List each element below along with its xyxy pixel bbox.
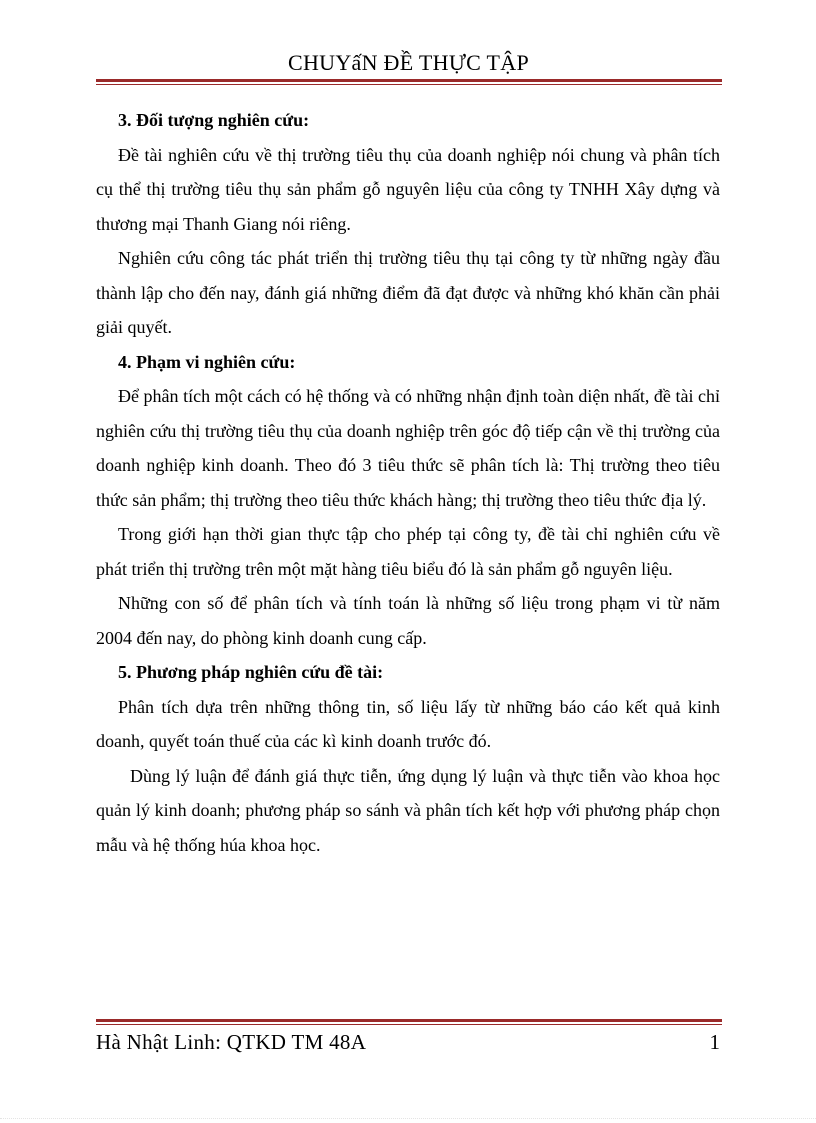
section-3-paragraph-1: Đề tài nghiên cứu về thị trường tiêu thụ của doanh nghiệp nói chung và phân tích cụ thể thị trường tiêu thụ sản phẩm gỗ nguyên liệu của công ty TNHH Xây dựng và thương mại Thanh Giang nói riêng. [96, 144, 720, 234]
page-header-title: CHUYấN ĐỀ THỰC TẬP [287, 50, 530, 75]
page-number: 1 [709, 1030, 720, 1054]
section-5-heading: 5. Phương pháp nghiên cứu đề tài: [118, 662, 384, 682]
section-4-paragraph-3: Những con số để phân tích và tính toán là những số liệu trong phạm vi từ năm 2004 đến nay, do phòng kinh doanh cung cấp. [96, 593, 720, 648]
section-4-paragraph-1: Để phân tích một cách có hệ thống và có những nhận định toàn diện nhất, đề tài chỉ nghiên cứu thị trường tiêu thụ của doanh nghiệp trên góc độ tiếp cận về thị trường của doanh nghiệp kinh doanh. Theo đó 3 tiêu thức sẽ phân tích là: Thị trường theo tiêu thức sản phẩm; thị trường theo tiêu thức khách hàng; thị trường theo tiêu thức địa lý. [96, 386, 720, 510]
footer-author: Hà Nhật Linh: QTKD TM 48A [96, 1030, 367, 1054]
section-4-paragraph-2: Trong giới hạn thời gian thực tập cho phép tại công ty, đề tài chỉ nghiên cứu về phát triển thị trường trên một mặt hàng tiêu biểu đó là sản phẩm gỗ nguyên liệu. [96, 524, 720, 579]
page-bottom-edge [0, 1118, 816, 1120]
footer-divider-thick [96, 1019, 722, 1022]
header-divider [96, 79, 722, 85]
section-5-paragraph-2: Dùng lý luận để đánh giá thực tiễn, ứng dụng lý luận và thực tiễn vào khoa học quản lý kinh doanh; phương pháp so sánh và phân tích kết hợp với phương pháp chọn mẫu và hệ thống húa khoa học. [96, 765, 720, 855]
section-3-heading: 3. Đối tượng nghiên cứu: [118, 110, 310, 130]
footer-divider-thin [96, 1024, 722, 1025]
section-5-paragraph-1: Phân tích dựa trên những thông tin, số liệu lấy từ những báo cáo kết quả kinh doanh, quyết toán thuế của các kì kinh doanh trước đó. [96, 696, 720, 751]
document-body [96, 103, 720, 862]
footer-divider [96, 1019, 722, 1025]
header-divider-thick [96, 79, 722, 82]
header-divider-thin [96, 84, 722, 85]
section-4-heading: 4. Phạm vi nghiên cứu: [118, 351, 296, 372]
section-3-paragraph-2: Nghiên cứu công tác phát triển thị trường tiêu thụ tại công ty từ những ngày đầu thành lập cho đến nay, đánh giá những điểm đã đạt được và những khó khăn cần phải giải quyết. [96, 248, 720, 337]
